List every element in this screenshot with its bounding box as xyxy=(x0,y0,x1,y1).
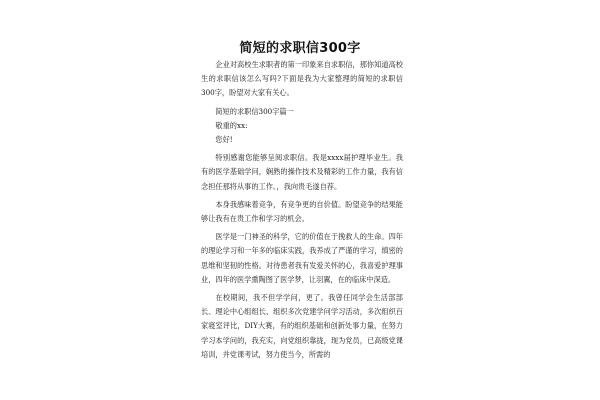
document-title: 简短的求职信300字 xyxy=(239,41,361,56)
body-paragraph: 特别感谢您能够呈阅求职信。我是xxxx届护理毕业生。我有的医学基础学问，娴熟的操作技术及精彩的工作力量，我有信念担任那将从事的工作。，我向贵毛遂自荐。 xyxy=(201,153,403,191)
salutation: 敬重的xx: xyxy=(215,120,248,130)
greeting: 您好! xyxy=(215,135,233,145)
body-paragraph: 医学是一门神圣的科学，它的价值在于挽救人的生命。四年的理论学习和一年多的临床实践，我养成了严谨的学习，缜密的思维和坚韧的性格。对待患者我有发爱关怀的心，我喜爱护理事业，四年的医学熏陶图了医学梦，让羽翼，在的临床中深造。 xyxy=(201,232,403,284)
section-heading: 简短的求职信300字篇一 xyxy=(215,106,294,116)
document-body xyxy=(201,58,403,362)
body-paragraph: 本身我感味着竞争，有竞争更的自价值。盼望竞争的结果能够让我有在贵工作和学习的机会。 xyxy=(201,199,403,224)
body-paragraph: 在校期间，我不但学学问，更了。我曾任同学会生活部部长、理论中心组组长、组织多次党建学问学习活动，多次组织百家寝室评比，DIY大赛，有的组织基础和创新处事力量，在努力学习本学问的，我充实，向党组织靠拢，现为党员，已高级党课培训，并党课考试，努力使当今，所需的 xyxy=(201,293,403,359)
intro-paragraph: 企业对高校生求职者的第一印象来自求职信，那你知道高校生的求职信该怎么写吗?下面是我为大家整理的简短的求职信300字，盼望对大家有关心。 xyxy=(201,60,403,98)
